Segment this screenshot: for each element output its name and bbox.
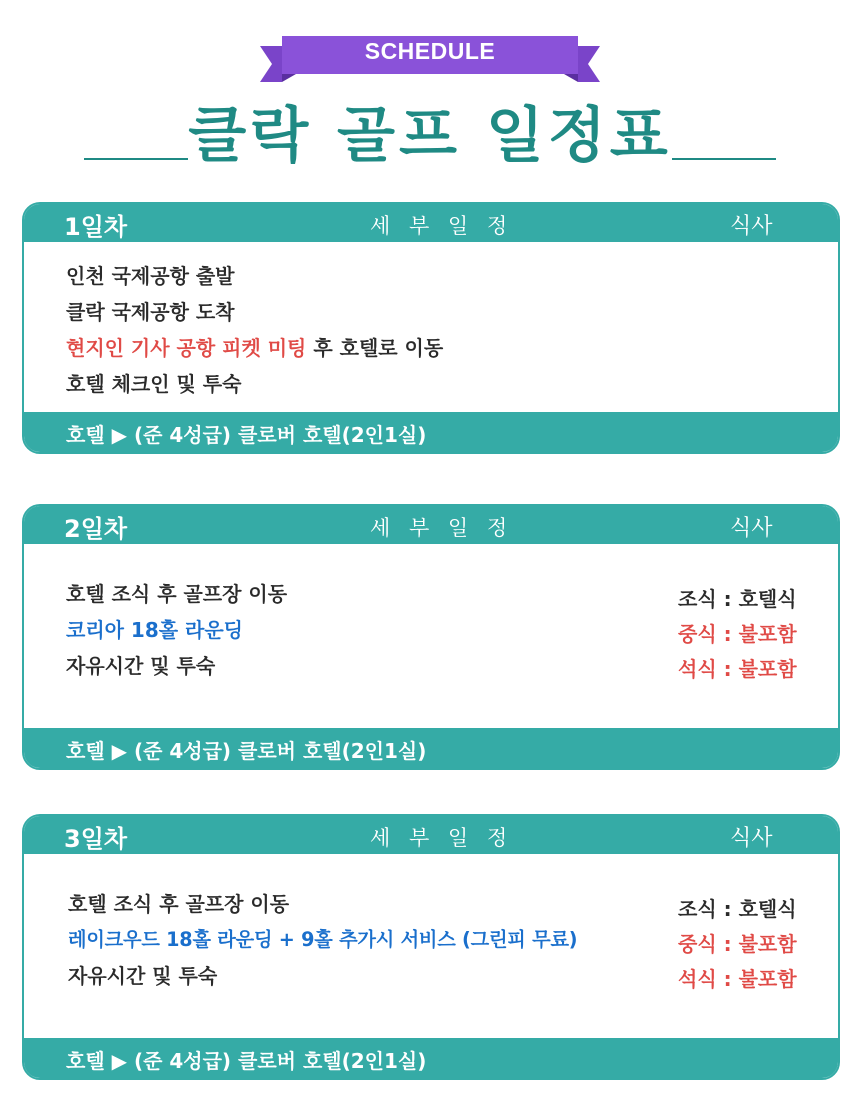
schedule-list bbox=[66, 258, 443, 402]
meal-list bbox=[678, 582, 797, 687]
meal-item: 조식 : 호텔식 bbox=[678, 587, 797, 611]
detail-header: 세 부 일 정 bbox=[370, 826, 514, 850]
hotel-info: 호텔 ▶ (준 4성급) 클로버 호텔(2인1실) bbox=[66, 739, 427, 763]
schedule-item: 호텔 조식 후 골프장 이동 bbox=[68, 892, 290, 916]
day-card-header bbox=[24, 816, 838, 854]
meal-item: 중식 : 불포함 bbox=[678, 932, 797, 956]
day-label: 1일차 bbox=[64, 213, 128, 241]
schedule-ribbon bbox=[260, 32, 600, 88]
schedule-item: 자유시간 및 투숙 bbox=[66, 654, 216, 678]
hotel-info: 호텔 ▶ (준 4성급) 클로버 호텔(2인1실) bbox=[66, 1049, 427, 1073]
meal-item: 중식 : 불포함 bbox=[678, 622, 797, 646]
schedule-item bbox=[66, 330, 443, 366]
schedule-list bbox=[66, 576, 287, 684]
day-card-2 bbox=[22, 504, 840, 770]
schedule-item: 호텔 조식 후 골프장 이동 bbox=[66, 582, 288, 606]
day-card-1 bbox=[22, 202, 840, 454]
page-title: 클락 골프 일정표 bbox=[188, 101, 672, 171]
meal-header: 식사 bbox=[730, 826, 773, 851]
schedule-text: 후 호텔로 이동 bbox=[306, 336, 444, 360]
detail-header: 세 부 일 정 bbox=[370, 214, 514, 238]
schedule-highlight: 현지인 기사 공항 피켓 미팅 bbox=[66, 336, 307, 360]
meal-item: 석식 : 불포함 bbox=[678, 657, 797, 681]
hotel-footer bbox=[24, 412, 838, 452]
meal-item: 석식 : 불포함 bbox=[678, 967, 797, 991]
day-label: 3일차 bbox=[64, 825, 128, 853]
day-card-3 bbox=[22, 814, 840, 1080]
schedule-item: 레이크우드 18홀 라운딩 + 9홀 추가시 서비스 (그린피 무료) bbox=[68, 928, 578, 951]
schedule-item: 호텔 체크인 및 투숙 bbox=[66, 372, 242, 396]
schedule-badge: SCHEDULE bbox=[364, 38, 496, 64]
hotel-info: 호텔 ▶ (준 4성급) 클로버 호텔(2인1실) bbox=[66, 423, 427, 447]
schedule-item: 자유시간 및 투숙 bbox=[68, 964, 218, 988]
meal-item: 조식 : 호텔식 bbox=[678, 897, 797, 921]
hotel-footer bbox=[24, 1038, 838, 1078]
schedule-item: 코리아 18홀 라운딩 bbox=[66, 618, 243, 642]
meal-header: 식사 bbox=[730, 214, 773, 239]
day-card-header bbox=[24, 506, 838, 544]
detail-header: 세 부 일 정 bbox=[370, 516, 514, 540]
title-divider-right bbox=[672, 158, 776, 160]
schedule-list bbox=[68, 886, 577, 994]
schedule-item: 인천 국제공항 출발 bbox=[66, 264, 235, 288]
hotel-footer bbox=[24, 728, 838, 768]
meal-list bbox=[678, 892, 797, 997]
day-card-header bbox=[24, 204, 838, 242]
schedule-item: 클락 국제공항 도착 bbox=[66, 300, 235, 324]
day-label: 2일차 bbox=[64, 515, 128, 543]
meal-header: 식사 bbox=[730, 516, 773, 541]
